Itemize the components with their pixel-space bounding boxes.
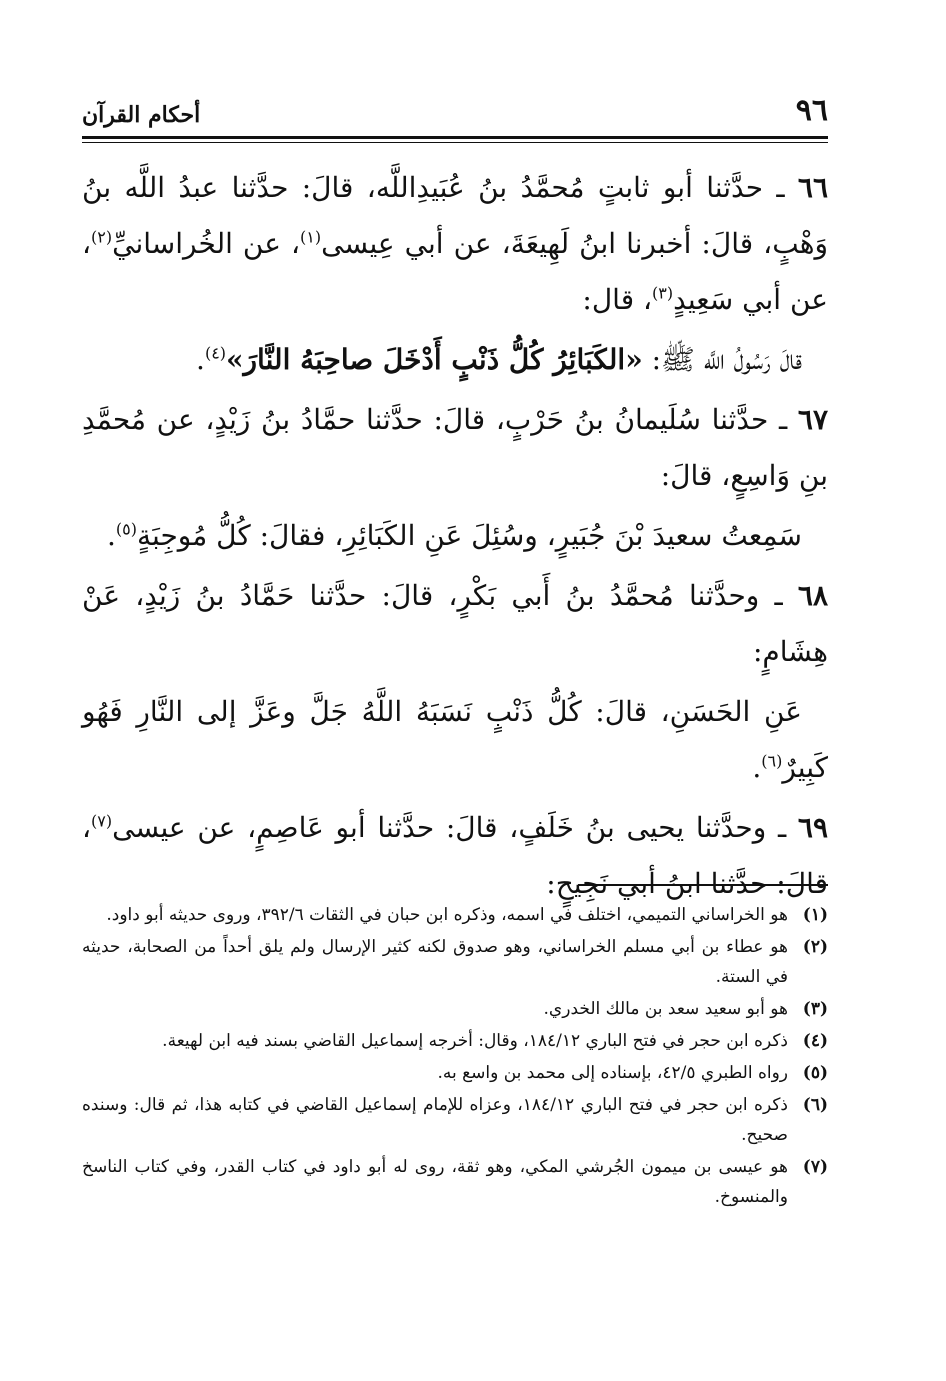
- paragraph-67-matn: [82, 508, 828, 564]
- isnad-text: ، قال:: [582, 283, 653, 316]
- paragraph-68-matn: [82, 684, 828, 796]
- footnote-mark: (٤): [802, 1031, 828, 1051]
- footnote-3: [82, 994, 828, 1024]
- footnote-5: [82, 1058, 828, 1088]
- footnote-4: [82, 1026, 828, 1056]
- isnad-text: ، قالَ: حدَّثنا ابنُ أبي نَجِيحٍ:: [82, 811, 828, 900]
- footnote-ref-2: (٢): [91, 227, 113, 247]
- footnote-ref-1: (١): [300, 227, 322, 247]
- footnote-ref-5: (٥): [115, 519, 137, 539]
- period: .: [752, 751, 762, 784]
- period: .: [107, 519, 116, 552]
- footnote-mark: (٧): [802, 1157, 828, 1177]
- paragraph-67: [82, 392, 828, 504]
- isnad-text: ، عن الخُراسانيِّ: [112, 227, 301, 260]
- paragraph-66: [82, 160, 828, 328]
- footnote-text: هو الخراساني التميمي، اختلف في اسمه، وذكره ابن حبان في الثقات ٣٩٢/٦، وروى حديثه أبو داود.: [106, 905, 788, 925]
- page-header: [82, 86, 828, 126]
- footnote-ref-6: (٦): [761, 751, 783, 771]
- paragraph-69: [82, 800, 828, 912]
- paragraph-66-matn: [82, 332, 828, 388]
- period: .: [196, 343, 205, 376]
- footnote-text: هو عيسى بن ميمون الجُرشي المكي، وهو ثقة، روى له أبو داود في كتاب القدر، وفي كتاب الناسخ والمنسوخ.: [82, 1157, 788, 1207]
- matn-lead: قالَ رَسُولُ اللَّه ﷺ:: [642, 343, 802, 376]
- footnote-ref-3: (٣): [652, 283, 674, 303]
- isnad-text: ـ حدَّثنا أبو ثابتٍ مُحمَّدُ بنُ عُبَيدِاللَّه، قالَ: حدَّثنا عبدُ اللَّه بنُ وَهْبٍ، قالَ: أخبرنا ابنُ لَهِيعَةَ، عن أبي عِيسى: [82, 171, 828, 260]
- footnote-text: هو عطاء بن أبي مسلم الخراساني، وهو صدوق لكنه كثير الإرسال ولم يلق أحداً من الصحابة، حديثه في الستة.: [82, 937, 788, 987]
- footnote-separator: [578, 884, 828, 886]
- footnote-mark: (٦): [802, 1095, 828, 1115]
- footnote-ref-4: (٤): [204, 343, 227, 363]
- paragraph-68: [82, 568, 828, 680]
- hadith-quote: «الكَبَائِرُ كُلُّ ذَنْبٍ أَدْخَلَ صاحِبَهُ النَّارَ»: [226, 343, 643, 376]
- isnad-text: ، عن أبي سَعِيدٍ: [82, 227, 828, 316]
- footnote-text: ذكره ابن حجر في فتح الباري ١٨٤/١٢، وقال: أخرجه إسماعيل القاضي بسند فيه ابن لهيعة.: [162, 1031, 788, 1051]
- footnote-text: هو أبو سعيد سعد بن مالك الخدري.: [543, 999, 788, 1019]
- footnote-6: [82, 1090, 828, 1150]
- footnote-mark: (١): [802, 905, 828, 925]
- hadith-number-68: ٦٨: [797, 579, 828, 612]
- page-number: ٩٦: [795, 93, 828, 128]
- hadith-number-69: ٦٩: [797, 811, 828, 844]
- footnote-mark: (٣): [802, 999, 828, 1019]
- isnad-text: ـ وحدَّثنا يحيى بنُ خَلَفٍ، قالَ: حدَّثنا أبو عَاصِمٍ، عن عيسى: [112, 811, 798, 844]
- footnotes: [82, 900, 828, 1214]
- footnote-1: [82, 900, 828, 930]
- header-rule-thin: [82, 142, 828, 143]
- hadith-number-66: ٦٦: [797, 171, 828, 204]
- footnote-ref-7: (٧): [91, 811, 113, 831]
- footnote-mark: (٥): [802, 1063, 828, 1083]
- running-title: أحكام القرآن: [82, 102, 201, 128]
- footnote-text: ذكره ابن حجر في فتح الباري ١٨٤/١٢، وعزاه للإمام إسماعيل القاضي في كتابه هذا، ثم قال: وسنده صحيح.: [82, 1095, 788, 1145]
- matn-text: عَنِ الحَسَنِ، قالَ: كُلُّ ذَنْبٍ نَسَبَهُ اللَّهُ جَلَّ وعَزَّ إلى النَّارِ فَهُو كَبِيرٌ: [82, 695, 828, 784]
- footnote-mark: (٢): [802, 937, 828, 957]
- isnad-text: ـ وحدَّثنا مُحمَّدُ بنُ أَبي بَكْرٍ، قالَ: حدَّثنا حَمَّادُ بنُ زَيْدٍ، عَنْ هِشَامٍ:: [82, 579, 828, 668]
- footnote-7: [82, 1152, 828, 1212]
- isnad-text: ـ حدَّثنا سُلَيمانُ بنُ حَرْبٍ، قالَ: حدَّثنا حمَّادُ بنُ زَيْدٍ، عن مُحمَّدِ بنِ وَاسِعٍ، قالَ:: [82, 403, 828, 492]
- footnote-text: رواه الطبري ٤٢/٥، بإسناده إلى محمد بن واسع به.: [437, 1063, 788, 1083]
- header-rule-thick: [82, 136, 828, 139]
- hadith-number-67: ٦٧: [797, 403, 828, 436]
- main-text: [82, 160, 828, 916]
- matn-text: سَمِعتُ سعيدَ بْنَ جُبَيرٍ، وسُئِلَ عَنِ الكَبَائِرِ، فقالَ: كُلُّ مُوجِبَةٍ: [137, 519, 802, 552]
- footnote-2: [82, 932, 828, 992]
